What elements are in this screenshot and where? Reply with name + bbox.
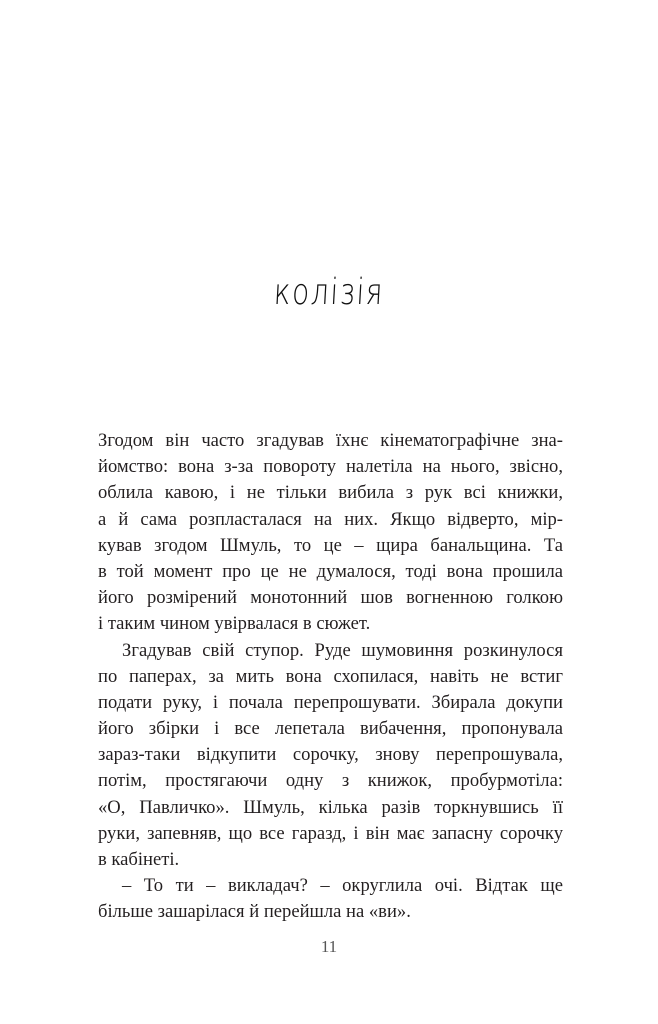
page-number: 11	[320, 937, 338, 956]
text-line: в кабінеті.	[98, 849, 180, 870]
body-text	[98, 428, 563, 926]
text-line: «О, Павличко». Шмуль, кілька разів торкнувшись її	[98, 796, 563, 818]
text-line: його збірки і все лепетала вибачення, пропонувала	[98, 718, 563, 740]
text-line: і таким чином увірвалася в сюжет.	[98, 613, 371, 635]
text-line: Згадував свій ступор. Руде шумовиння розкинулося	[122, 639, 563, 661]
text-line: в той момент про це не думалося, тоді вона прошила	[98, 560, 563, 582]
text-line: облила кавою, і не тільки вибила з рук всі книжки,	[98, 482, 563, 504]
text-line: подати руку, і почала перепрошувати. Збирала докупи	[98, 691, 563, 713]
text-line: зараз-таки відкупити сорочку, знову перепрошувала,	[98, 744, 563, 766]
chapter-title: колізія	[272, 272, 386, 313]
text-line: по паперах, за мить вона схопилася, навіть не встиг	[98, 665, 563, 687]
text-line: а й сама розпласталася на них. Якщо відверто, мір-	[98, 508, 563, 530]
text-line: йомство: вона з-за повороту налетіла на нього, звісно,	[98, 456, 563, 478]
text-line: кував згодом Шмуль, то це – щира банальщина. Та	[98, 534, 563, 556]
text-line: більше зашарілася й перейшла на «ви».	[98, 901, 411, 923]
text-line: Згодом він часто згадував їхнє кінематографічне зна-	[98, 430, 563, 451]
text-line: руки, запевняв, що все гаразд, і він має запасну сорочку	[98, 822, 563, 844]
text-line: – То ти – викладач? – округлила очі. Відтак ще	[122, 875, 563, 897]
text-line: його розмірений монотонний шов вогненною голкою	[98, 587, 563, 609]
text-line: потім, простягаючи одну з книжок, пробурмотіла:	[98, 770, 563, 792]
